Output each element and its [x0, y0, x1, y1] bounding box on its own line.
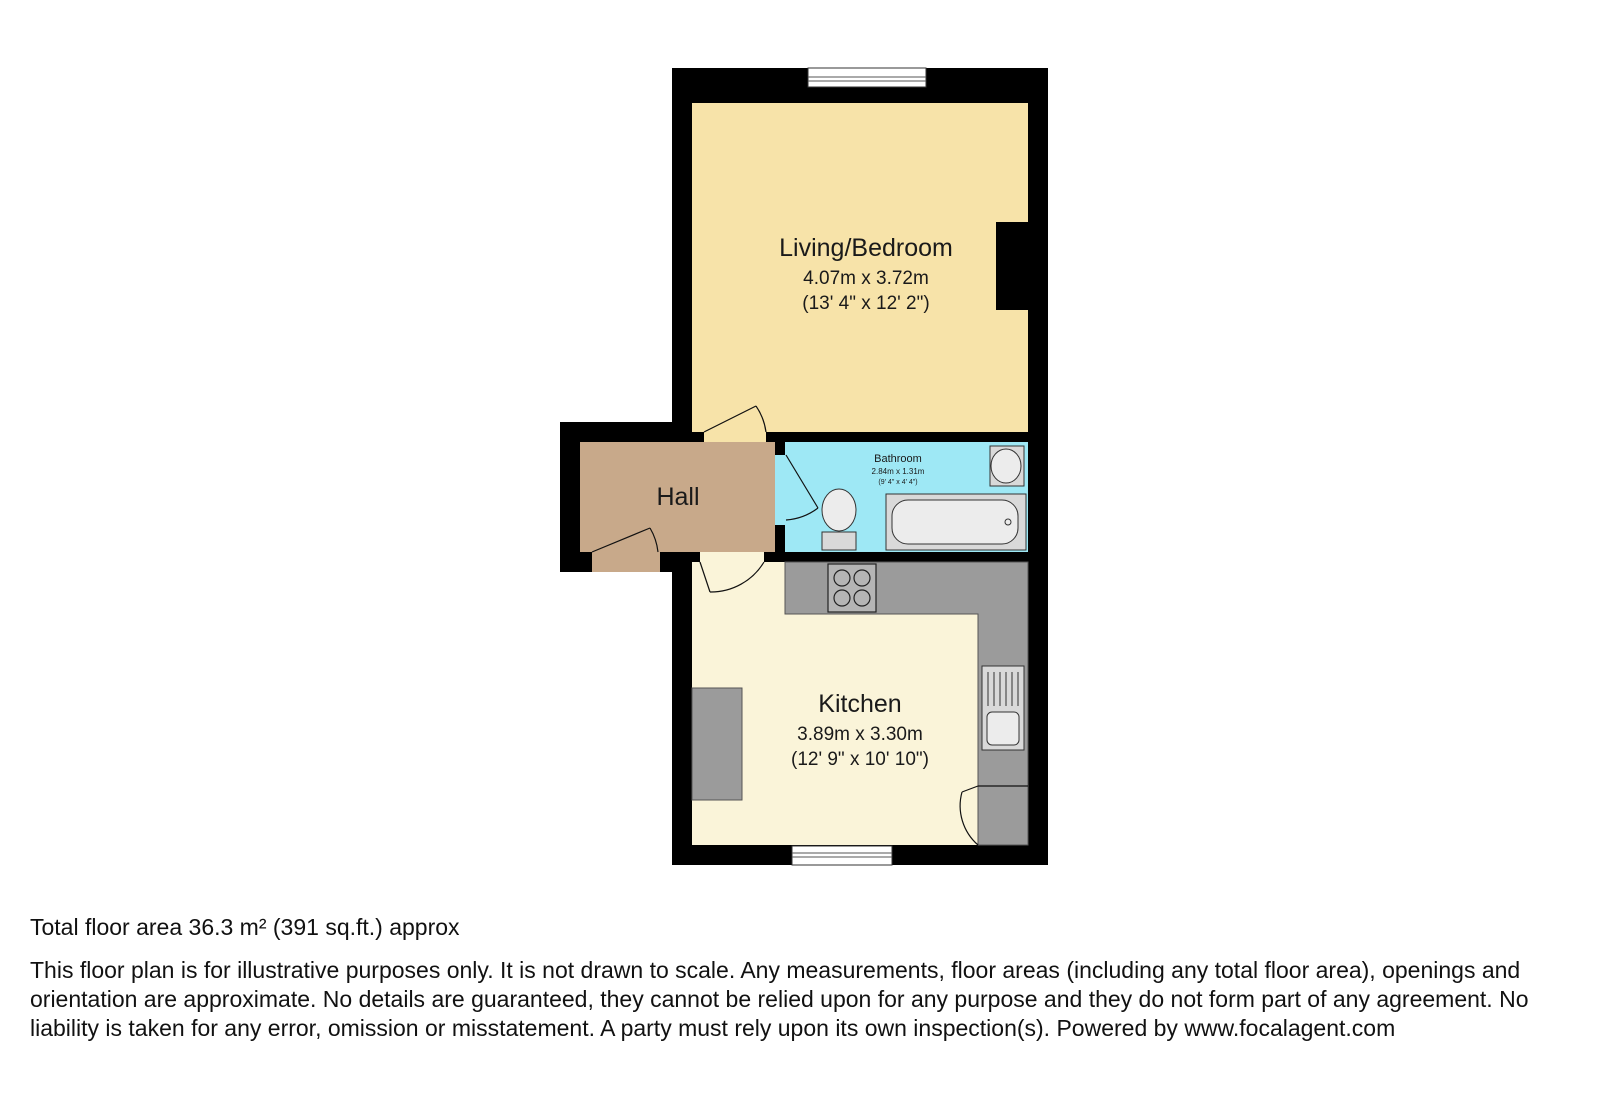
bathroom-name: Bathroom	[874, 453, 922, 465]
bathroom-metric: 2.84m x 1.31m	[871, 467, 925, 476]
hob	[828, 564, 876, 612]
toilet	[822, 489, 856, 550]
disclaimer-text: This floor plan is for illustrative purposes only. It is not drawn to scale. Any measurements, floor areas (including any total floor area), openings and orientation are approximate. No details are guaranteed, they cannot be relied upon for any purpose and they do not form part of any agreement. No liability is taken for any error, omission or misstatement. A party must rely upon its own inspection(s). Powered by www.focalagent.com	[30, 957, 1529, 1041]
kitchen-metric: 3.89m x 3.30m	[797, 724, 923, 745]
living-bedroom-metric: 4.07m x 3.72m	[803, 268, 929, 289]
chimney-breast	[996, 222, 1028, 310]
kitchen-unit	[692, 688, 742, 800]
entrance-opening	[592, 552, 660, 572]
basin	[990, 446, 1024, 486]
footer	[30, 912, 1575, 1043]
kitchen-imperial: (12' 9" x 10' 10")	[791, 749, 929, 770]
living-bedroom-imperial: (13' 4" x 12' 2")	[802, 293, 930, 314]
living-window	[808, 68, 926, 87]
sink	[982, 666, 1024, 750]
total-floor-area: Total floor area 36.3 m² (391 sq.ft.) approx	[30, 914, 460, 940]
bathroom-imperial: (9' 4" x 4' 4")	[878, 479, 918, 486]
living-bedroom-label	[779, 234, 953, 314]
kitchen-name: Kitchen	[818, 690, 902, 718]
hall-name: Hall	[656, 483, 700, 511]
living-bedroom-name: Living/Bedroom	[779, 234, 953, 262]
kitchen-window	[792, 846, 892, 865]
bathroom-label	[872, 453, 925, 486]
bathtub	[886, 494, 1026, 550]
